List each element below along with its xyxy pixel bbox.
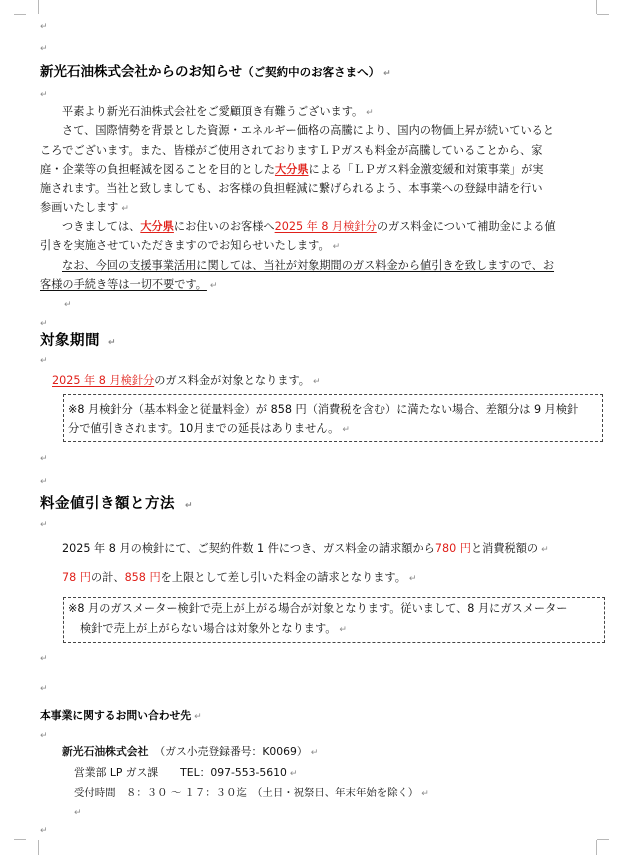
title-text: 新光石油株式会社からのお知らせ: [40, 64, 243, 80]
period-note-line: [68, 404, 578, 415]
heading-text: 料金値引き額と方法: [40, 496, 175, 512]
paragraph-mark: ↵: [366, 108, 374, 118]
contact-company-line: [62, 747, 318, 758]
discount-amount: 780 円: [434, 542, 471, 555]
paragraph-mark: ↵: [40, 90, 48, 100]
intro-line: [62, 125, 554, 136]
crop-mark-bottom-right: [596, 840, 609, 855]
paragraph-mark: ↵: [40, 826, 48, 836]
paragraph-mark: ↵: [40, 44, 48, 54]
paragraph-mark: ↵: [312, 377, 321, 387]
paragraph-mark: ↵: [541, 545, 549, 555]
intro-line: [62, 106, 374, 118]
section-heading-period: [40, 334, 116, 349]
discount-line: [62, 572, 416, 584]
paragraph-mark: ↵: [209, 281, 218, 291]
page-title: [40, 66, 391, 80]
paragraph-mark: ↵: [40, 356, 48, 366]
period-note-line: [68, 423, 350, 435]
contact-heading: [40, 711, 202, 722]
intro-line: [40, 240, 340, 252]
period-text: のガス料金が対象となります。: [154, 374, 310, 387]
paragraph-mark: ↵: [40, 454, 48, 464]
discount-line: [62, 543, 549, 555]
intro-text: 引きを実施させていただきますのでお知らせいたします。: [40, 239, 330, 252]
paragraph-mark: ↵: [74, 808, 82, 818]
contact-hours-line: [74, 788, 429, 799]
crop-mark-top-left: [26, 0, 39, 14]
paragraph-mark: ↵: [383, 69, 391, 79]
registration-number: （ガス小売登録番号：K0069）: [154, 745, 308, 758]
paragraph-mark: ↵: [310, 748, 319, 758]
contact-department-line: [74, 768, 297, 779]
paragraph-mark: ↵: [194, 712, 202, 722]
intro-text: にお住いのお客様へ: [173, 220, 275, 233]
note-text: 分で値引きされます。10月までの延長はありません。: [68, 422, 340, 435]
intro-line: [40, 202, 129, 214]
crop-mark-bottom-right: [597, 839, 609, 840]
intro-text: による「ＬＰガス料金激変緩和対策事業」が実: [308, 163, 544, 176]
paragraph-mark: ↵: [40, 22, 48, 32]
note-text: ※8 月検針分（基本料金と従量料金）が 858 円（消費税を含む）に満たない場合、差額分は 9 月検針: [68, 403, 579, 416]
tax-amount: 78 円: [62, 571, 91, 584]
intro-text: 参画いたします: [40, 201, 119, 214]
heading-text: 本事業に関するお問い合わせ先: [40, 709, 192, 722]
phone-number: TEL：097-553-5610: [180, 766, 287, 779]
paragraph-mark: ↵: [40, 654, 48, 664]
intro-text: のガス料金について補助金による値: [376, 220, 556, 233]
paragraph-mark: ↵: [40, 477, 48, 487]
paragraph-mark: ↵: [40, 731, 48, 741]
discount-text: の計、: [90, 571, 125, 584]
paragraph-mark: ↵: [40, 684, 48, 694]
period-highlight: 2025 年 8 月検針分: [274, 220, 377, 233]
discount-note-line: [80, 623, 347, 635]
intro-text: 平素より新光石油株式会社をご愛顧頂き有難うございます。: [62, 105, 364, 118]
paragraph-mark: ↵: [332, 242, 341, 252]
prefecture-highlight: 大分県: [274, 163, 309, 176]
total-amount: 858 円: [124, 571, 161, 584]
paragraph-mark: ↵: [339, 625, 347, 635]
intro-text: ころでございます。また、皆様がご使用されておりますＬＰガスも料金が高騰していることから、家: [40, 144, 543, 157]
period-line: [52, 375, 320, 387]
paragraph-mark: ↵: [64, 300, 72, 310]
crop-mark-top-left: [14, 14, 26, 15]
intro-line: [40, 183, 543, 194]
paragraph-mark: ↵: [408, 574, 417, 584]
discount-text: と消費税額の: [470, 542, 539, 555]
intro-line: [40, 279, 217, 291]
title-subtitle: （ご契約中のお客さまへ）: [242, 65, 381, 79]
intro-line: [62, 221, 556, 232]
intro-line: [40, 145, 542, 156]
intro-line: [62, 260, 554, 271]
paragraph-mark: ↵: [40, 319, 48, 329]
paragraph-mark: ↵: [108, 338, 117, 348]
department-name: 営業部 LP ガス課: [74, 766, 159, 779]
discount-note-line: [68, 603, 567, 614]
intro-text: さて、国際情勢を背景とした資源・エネルギー価格の高騰により、国内の物価上昇が続いていると: [62, 124, 555, 137]
paragraph-mark: ↵: [289, 769, 298, 779]
intro-text: 施されます。当社と致しましても、お客様の負担軽減に繋げられるよう、本事業への登録申請を行い: [40, 182, 543, 195]
crop-mark-bottom-left: [14, 839, 26, 840]
paragraph-mark: ↵: [342, 425, 350, 435]
intro-line: [40, 164, 543, 175]
heading-text: 対象期間: [40, 333, 100, 349]
intro-text-underlined: なお、今回の支援事業活用に関しては、当社が対象期間のガス料金から値引きを致しますので、お: [62, 259, 555, 272]
discount-text: 2025 年 8 月の検針にて、ご契約件数 1 件につき、ガス料金の請求額から: [62, 542, 435, 555]
note-text: ※8 月のガスメーター検針で売上が上がる場合が対象となります。従いまして、8 月にガスメーター: [68, 602, 568, 615]
crop-mark-top-right: [597, 14, 609, 15]
business-hours: 受付時間 ８：３０ ～ １７：３０迄 （土日・祝祭日、年末年始を除く）: [74, 787, 419, 799]
crop-mark-bottom-left: [26, 840, 39, 855]
intro-text: つきましては、: [62, 220, 141, 233]
intro-text-underlined: 客様の手続き等は一切不要です。: [40, 278, 207, 291]
paragraph-mark: ↵: [121, 204, 129, 214]
discount-text: を上限として差し引いた料金の請求となります。: [160, 571, 406, 584]
section-heading-discount: [40, 497, 193, 512]
paragraph-mark: ↵: [421, 789, 429, 799]
paragraph-mark: ↵: [40, 520, 48, 530]
note-text: 検針で売上が上がらない場合は対象外となります。: [80, 622, 337, 635]
period-highlight: 2025 年 8 月検針分: [52, 374, 155, 387]
paragraph-mark: ↵: [185, 501, 194, 511]
prefecture-highlight: 大分県: [140, 220, 174, 233]
intro-text: 庭・企業等の負担軽減を図ることを目的とした: [40, 163, 275, 176]
crop-mark-top-right: [596, 0, 609, 14]
company-name: 新光石油株式会社: [62, 745, 149, 758]
